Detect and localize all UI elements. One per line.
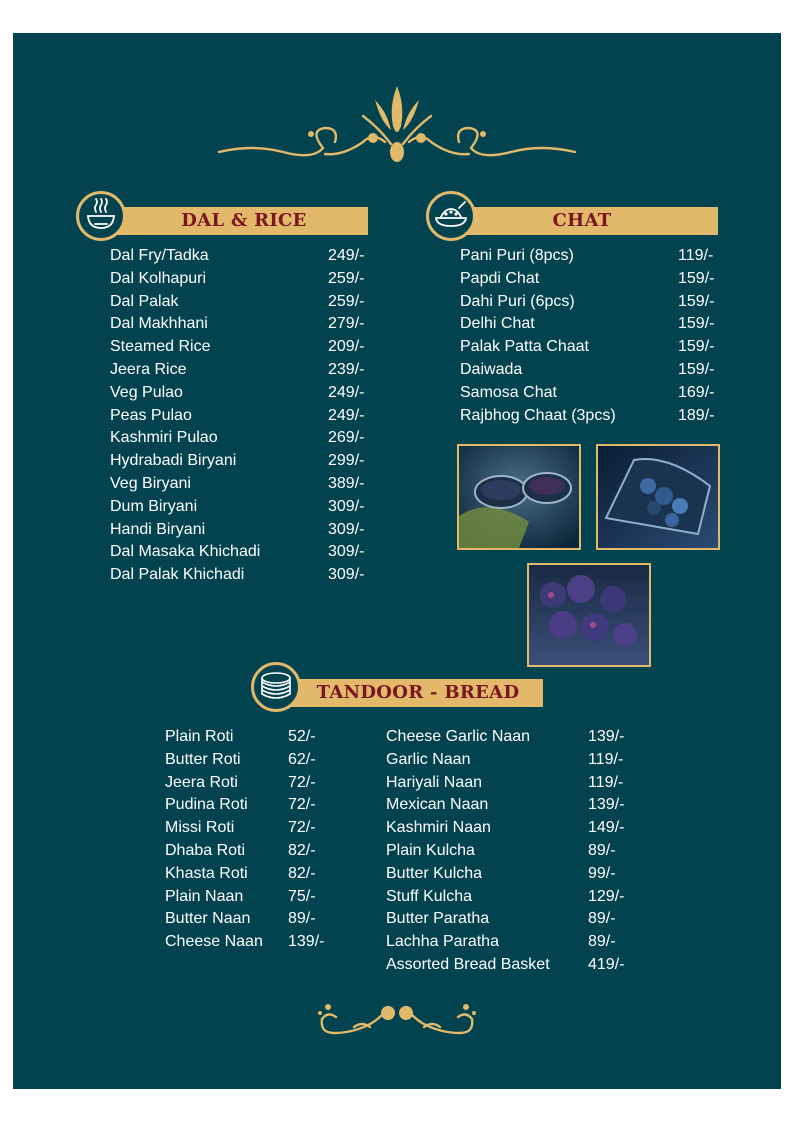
top-ornament-icon: [213, 82, 581, 168]
chat-header-bar: [450, 207, 718, 235]
chat-list: [460, 245, 722, 427]
item-price: 259/-: [328, 292, 365, 310]
item-price: 159/-: [678, 338, 715, 356]
item-name: Jeera Roti: [165, 773, 238, 791]
item-price: 239/-: [328, 360, 365, 378]
item-price: 82/-: [288, 841, 316, 859]
item-name: Stuff Kulcha: [386, 887, 472, 905]
item-name: Butter Naan: [165, 910, 251, 928]
menu-item: [460, 359, 722, 382]
menu-item: [165, 908, 335, 931]
menu-item: [460, 382, 722, 405]
menu-item: [110, 473, 372, 496]
item-price: 189/-: [678, 406, 715, 424]
item-price: 299/-: [328, 452, 365, 470]
menu-item: [460, 313, 722, 336]
item-name: Dal Palak Khichadi: [110, 566, 245, 584]
menu-item: [460, 291, 722, 314]
item-name: Handi Biryani: [110, 520, 206, 538]
item-price: 72/-: [288, 796, 316, 814]
item-price: 82/-: [288, 864, 316, 882]
menu-item: [110, 291, 372, 314]
menu-item: [110, 427, 372, 450]
chaat-plate-icon: [426, 191, 476, 241]
item-name: Plain Naan: [165, 887, 244, 905]
item-price: 89/-: [588, 841, 616, 859]
item-name: Khasta Roti: [165, 864, 248, 882]
menu-item: [165, 726, 335, 749]
menu-item: [386, 772, 636, 795]
item-name: Pudina Roti: [165, 796, 248, 814]
item-name: Pani Puri (8pcs): [460, 247, 574, 264]
menu-item: [386, 840, 636, 863]
menu-item: [110, 496, 372, 519]
item-price: 159/-: [678, 292, 715, 310]
item-name: Dahi Puri (6pcs): [460, 292, 575, 310]
menu-item: [460, 245, 722, 268]
menu-item: [165, 931, 335, 954]
menu-item: [165, 794, 335, 817]
tandoor-bread-left-list: [165, 726, 335, 954]
item-name: Steamed Rice: [110, 338, 211, 356]
item-name: Mexican Naan: [386, 796, 489, 814]
item-name: Samosa Chat: [460, 383, 557, 401]
item-price: 119/-: [588, 750, 624, 768]
item-name: Cheese Garlic Naan: [386, 728, 531, 745]
item-price: 149/-: [588, 819, 625, 837]
item-price: 309/-: [328, 543, 365, 561]
menu-item: [110, 245, 372, 268]
menu-item: [110, 359, 372, 382]
item-price: 159/-: [678, 269, 715, 287]
menu-item: [386, 886, 636, 909]
menu-item: [165, 840, 335, 863]
menu-item: [110, 405, 372, 428]
menu-item: [165, 863, 335, 886]
menu-item: [110, 268, 372, 291]
item-name: Hariyali Naan: [386, 773, 483, 791]
item-name: Butter Paratha: [386, 910, 490, 928]
tandoor-bread-right-list: [386, 726, 636, 977]
menu-item: [165, 817, 335, 840]
item-price: 259/-: [328, 269, 365, 287]
tandoor-bread-title: TANDOOR - BREAD: [316, 682, 520, 703]
item-name: Butter Roti: [165, 750, 241, 768]
item-price: 119/-: [588, 773, 624, 791]
chat-title: CHAT: [552, 210, 612, 231]
item-name: Missi Roti: [165, 819, 235, 837]
item-price: 269/-: [328, 429, 365, 447]
menu-item: [110, 541, 372, 564]
item-price: 129/-: [588, 887, 625, 905]
item-price: 309/-: [328, 520, 365, 538]
dal-rice-header-bar: [100, 207, 368, 235]
menu-item: [460, 336, 722, 359]
menu-item: [165, 886, 335, 909]
item-name: Delhi Chat: [460, 315, 535, 333]
item-price: 89/-: [588, 910, 616, 928]
item-name: Veg Biryani: [110, 474, 191, 492]
item-name: Plain Kulcha: [386, 841, 475, 859]
item-price: 419/-: [588, 955, 625, 973]
item-price: 89/-: [588, 933, 616, 951]
item-price: 389/-: [328, 474, 365, 492]
item-name: Kashmiri Pulao: [110, 429, 218, 447]
item-price: 249/-: [328, 383, 365, 401]
item-price: 159/-: [678, 360, 715, 378]
item-price: 62/-: [288, 750, 316, 768]
item-name: Papdi Chat: [460, 269, 540, 287]
menu-item: [386, 931, 636, 954]
item-name: Dhaba Roti: [165, 841, 246, 859]
item-price: 139/-: [288, 933, 325, 951]
bread-stack-icon: [251, 662, 301, 712]
item-price: 99/-: [588, 864, 616, 882]
item-name: Palak Patta Chaat: [460, 338, 589, 356]
dal-rice-list: [110, 245, 372, 587]
item-name: Assorted Bread Basket: [386, 955, 550, 973]
menu-item: [165, 749, 335, 772]
item-name: Lachha Paratha: [386, 933, 499, 951]
item-price: 209/-: [328, 338, 365, 356]
menu-item: [386, 908, 636, 931]
item-name: Dal Kolhapuri: [110, 269, 207, 287]
item-price: 139/-: [588, 796, 625, 814]
menu-item: [110, 313, 372, 336]
item-name: Dal Makhhani: [110, 315, 208, 333]
item-name: Jeera Rice: [110, 360, 187, 378]
menu-item: [386, 817, 636, 840]
item-name: Kashmiri Naan: [386, 819, 491, 837]
item-name: Rajbhog Chaat (3pcs): [460, 406, 616, 424]
item-price: 169/-: [678, 383, 715, 401]
item-name: Dal Palak: [110, 292, 179, 310]
bottom-ornament-icon: [314, 997, 480, 1043]
item-price: 309/-: [328, 566, 365, 584]
menu-item: [386, 794, 636, 817]
item-price: 309/-: [328, 497, 365, 515]
item-price: 72/-: [288, 773, 316, 791]
item-name: Dal Fry/Tadka: [110, 247, 209, 264]
menu-item: [460, 405, 722, 428]
menu-item: [386, 726, 636, 749]
item-price: 279/-: [328, 315, 365, 333]
menu-item: [386, 954, 636, 977]
dal-rice-title: DAL & RICE: [181, 210, 307, 231]
papdi-chaat-plate-photo: [596, 444, 720, 550]
item-price: 139/-: [588, 728, 625, 745]
menu-item: [460, 268, 722, 291]
item-price: 72/-: [288, 819, 316, 837]
item-price: 159/-: [678, 315, 715, 333]
menu-item: [386, 863, 636, 886]
item-name: Hydrabadi Biryani: [110, 452, 237, 470]
item-name: Garlic Naan: [386, 750, 471, 768]
item-name: Veg Pulao: [110, 383, 183, 401]
item-price: 249/-: [328, 247, 365, 264]
menu-item: [110, 450, 372, 473]
item-price: 52/-: [288, 728, 316, 745]
dahi-puri-bowls-photo: [457, 444, 581, 550]
menu-item: [110, 336, 372, 359]
menu-item: [110, 564, 372, 587]
tandoor-bread-header-bar: [275, 679, 543, 707]
soup-bowl-icon: [76, 191, 126, 241]
item-name: Dum Biryani: [110, 497, 198, 515]
menu-item: [165, 772, 335, 795]
item-name: Peas Pulao: [110, 406, 192, 424]
item-price: 119/-: [678, 247, 714, 264]
menu-item: [110, 519, 372, 542]
menu-item: [386, 749, 636, 772]
menu-item: [110, 382, 372, 405]
item-price: 89/-: [288, 910, 316, 928]
item-name: Plain Roti: [165, 728, 234, 745]
pani-puri-platter-photo: [527, 563, 651, 667]
item-price: 75/-: [288, 887, 316, 905]
item-price: 249/-: [328, 406, 365, 424]
item-name: Butter Kulcha: [386, 864, 483, 882]
item-name: Cheese Naan: [165, 933, 263, 951]
item-name: Dal Masaka Khichadi: [110, 543, 261, 561]
item-name: Daiwada: [460, 360, 523, 378]
